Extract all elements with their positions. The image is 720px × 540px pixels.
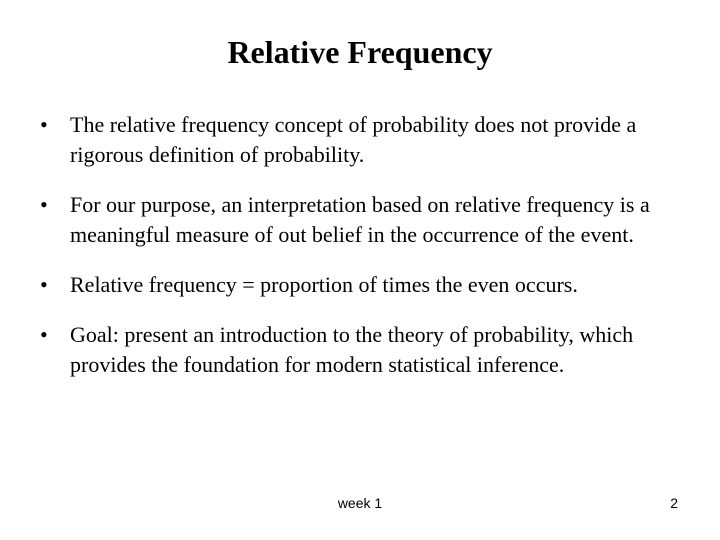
bullet-item (40, 110, 690, 170)
bullet-text: Goal: present an introduction to the theory of probability, which provides the foundation for modern statistical inference. (70, 322, 634, 377)
bullet-text: Relative frequency = proportion of times the even occurs. (70, 272, 578, 297)
bullet-marker: • (40, 322, 48, 347)
bullet-list (40, 110, 690, 400)
slide-title: Relative Frequency (227, 34, 493, 70)
bullet-item (40, 190, 690, 250)
bullet-item (40, 320, 690, 380)
bullet-item (40, 270, 690, 300)
bullet-marker: • (40, 112, 48, 137)
footer-week-label: week 1 (337, 495, 383, 511)
page-number: 2 (670, 495, 678, 511)
bullet-text: The relative frequency concept of probability does not provide a rigorous definition of probability. (70, 112, 637, 167)
bullet-marker: • (40, 192, 48, 217)
bullet-text: For our purpose, an interpretation based on relative frequency is a meaningful measure of out belief in the occurrence of the event. (70, 192, 650, 247)
bullet-marker: • (40, 272, 48, 297)
